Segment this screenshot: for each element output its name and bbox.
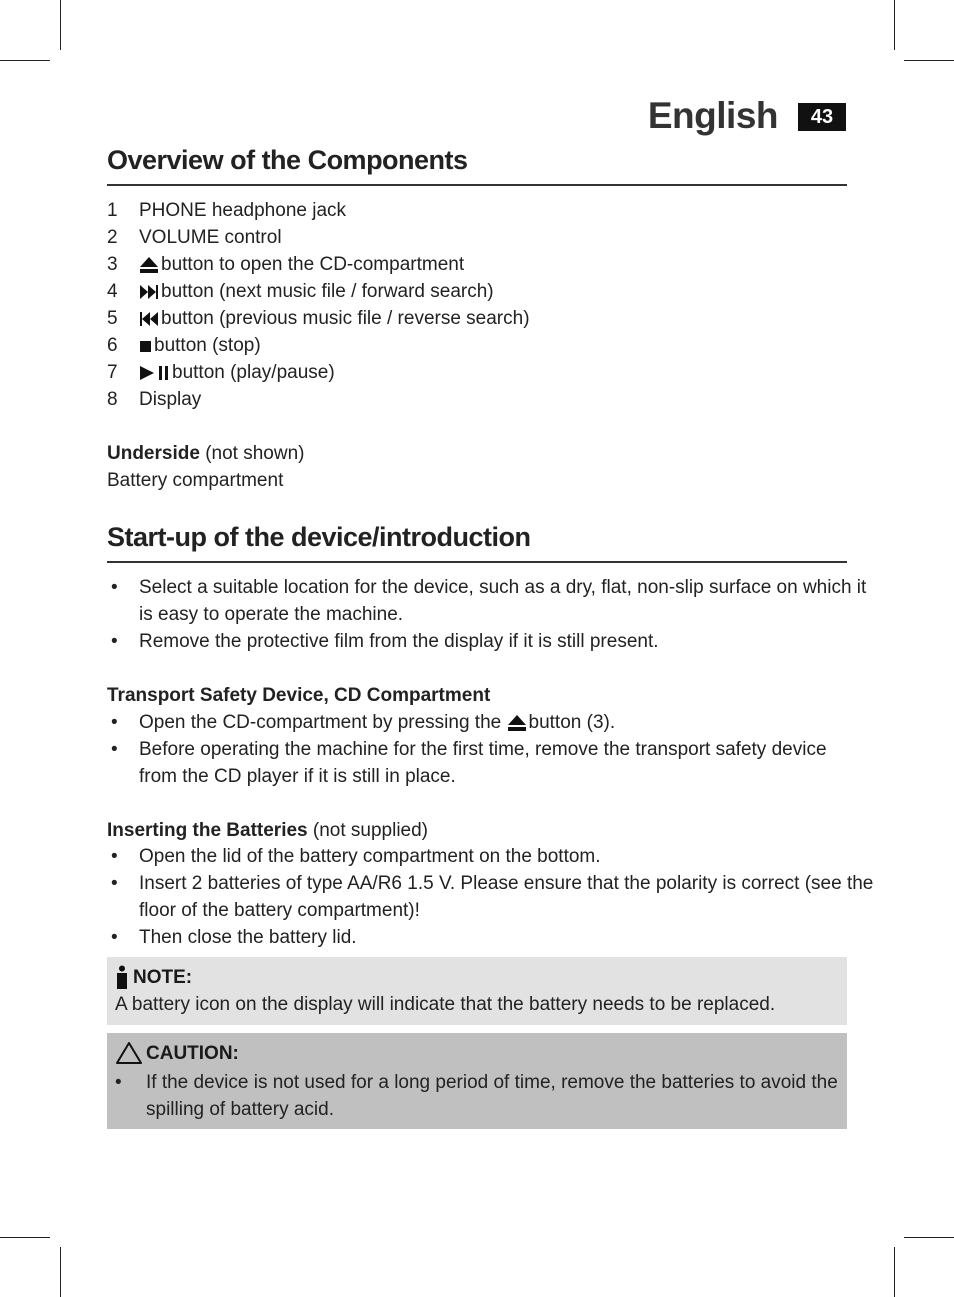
play-pause-icon <box>139 365 170 381</box>
bullet-text: is easy to operate the machine. <box>139 604 404 625</box>
item-number: 7 <box>107 362 118 383</box>
previous-track-icon <box>139 311 159 327</box>
page-number: 43 <box>798 103 846 131</box>
item-number: 2 <box>107 227 118 248</box>
item-text: Display <box>139 389 202 410</box>
bullet-text: Open the CD-compartment by pressing the <box>139 712 502 733</box>
item-text: VOLUME control <box>139 227 282 248</box>
crop-mark <box>904 1237 954 1238</box>
bullet-text: Remove the protective film from the display if it is still present. <box>139 631 659 652</box>
next-track-icon <box>139 284 159 300</box>
item-number: 1 <box>107 200 118 221</box>
item-text: button (play/pause) <box>172 362 335 383</box>
crop-mark <box>0 60 50 61</box>
crop-mark <box>894 1247 895 1297</box>
underside-line <box>107 440 304 467</box>
bullet-text: Open the lid of the battery compartment on the bottom. <box>139 846 601 867</box>
crop-mark <box>60 0 61 50</box>
batteries-heading-line <box>107 817 428 844</box>
info-icon <box>115 965 129 989</box>
bullet: • <box>111 577 118 598</box>
item-number: 6 <box>107 335 118 356</box>
stop-icon <box>139 339 152 353</box>
section-rule <box>107 561 847 563</box>
section-rule <box>107 184 847 186</box>
bullet: • <box>111 631 118 652</box>
bullet-text: from the CD player if it is still in place. <box>139 766 456 787</box>
crop-mark <box>0 1237 50 1238</box>
bullet-text: button (3). <box>528 712 616 733</box>
warning-triangle-icon <box>115 1041 143 1065</box>
item-text: button (previous music file / reverse search) <box>161 308 530 329</box>
item-number: 4 <box>107 281 118 302</box>
crop-mark <box>904 60 954 61</box>
bullet: • <box>115 1072 122 1093</box>
item-text: button to open the CD-compartment <box>161 254 465 275</box>
section-title-overview: Overview of the Components <box>107 145 468 175</box>
section-title-startup: Start-up of the device/introduction <box>107 522 531 552</box>
transport-heading: Transport Safety Device, CD Compartment <box>107 685 491 706</box>
item-text: button (next music file / forward search) <box>161 281 494 302</box>
eject-icon <box>507 714 527 732</box>
item-number: 3 <box>107 254 118 275</box>
caution-text: spilling of battery acid. <box>146 1099 334 1120</box>
bullet-text: Then close the battery lid. <box>139 927 357 948</box>
note-box <box>107 957 847 1025</box>
language-heading: English <box>647 95 778 136</box>
note-text: A battery icon on the display will indicate that the battery needs to be replaced. <box>115 994 776 1015</box>
bullet: • <box>111 927 118 948</box>
item-text: button (stop) <box>154 335 261 356</box>
note-label: NOTE: <box>133 967 193 988</box>
bullet: • <box>111 846 118 867</box>
batteries-heading: Inserting the Batteries <box>107 820 308 841</box>
caution-label: CAUTION: <box>146 1043 239 1064</box>
caution-box <box>107 1033 847 1129</box>
underside-text: Battery compartment <box>107 470 284 491</box>
eject-icon <box>139 256 159 274</box>
bullet-text: floor of the battery compartment)! <box>139 900 420 921</box>
bullet: • <box>111 873 118 894</box>
item-text: PHONE headphone jack <box>139 200 347 221</box>
bullet: • <box>111 739 118 760</box>
bullet: • <box>111 712 118 733</box>
bullet-text: Before operating the machine for the first time, remove the transport safety device <box>139 739 827 760</box>
underside-label: Underside <box>107 443 200 464</box>
item-number: 5 <box>107 308 118 329</box>
crop-mark <box>894 0 895 50</box>
item-number: 8 <box>107 389 118 410</box>
bullet-text: Insert 2 batteries of type AA/R6 1.5 V. Please ensure that the polarity is correct (see the <box>139 873 874 894</box>
batteries-heading-note: (not supplied) <box>312 820 429 841</box>
bullet-text: Select a suitable location for the device, such as a dry, flat, non-slip surface on which it <box>139 577 867 598</box>
caution-text: If the device is not used for a long period of time, remove the batteries to avoid the <box>146 1072 838 1093</box>
crop-mark <box>60 1247 61 1297</box>
underside-note: (not shown) <box>205 443 305 464</box>
